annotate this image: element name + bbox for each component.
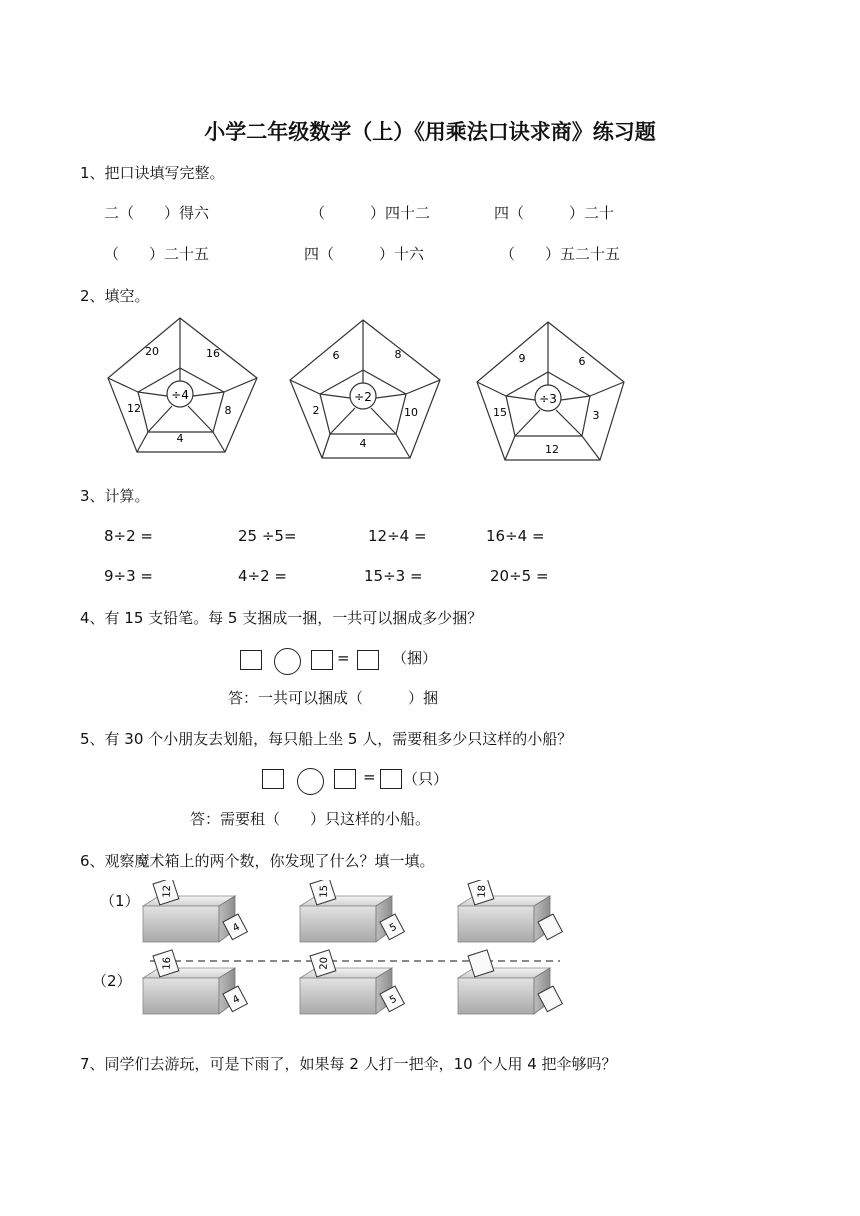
answer-box[interactable] — [311, 650, 333, 670]
row-label: （2） — [92, 972, 132, 990]
question-5-label: 5、有 30 个小朋友去划船，每只船上坐 5 人，需要租多少只这样的小船？ — [80, 730, 573, 748]
pentagon-number: 16 — [206, 347, 220, 360]
unit-label: （只） — [403, 770, 449, 788]
pentagon-diagrams — [0, 310, 860, 470]
calc-item: 9÷3 = — [104, 567, 153, 585]
answer-box[interactable] — [334, 769, 356, 789]
output-number: 5 — [387, 921, 399, 935]
question-7-label: 7、同学们去游玩，可是下雨了，如果每 2 人打一把伞，10 个人用 4 把伞够吗？ — [80, 1055, 617, 1073]
pentagon-number: 4 — [176, 432, 184, 445]
unit-label: （捆） — [392, 649, 438, 667]
question-1-label: 1、把口诀填写完整。 — [80, 164, 225, 182]
answer-sentence: 答：一共可以捆成（ ）捆 — [228, 689, 439, 707]
pentagon-number: 12 — [545, 443, 559, 456]
pentagon-number: 4 — [359, 437, 367, 450]
pentagon-number: 10 — [404, 406, 418, 419]
q1-item: 二（ ）得六 — [104, 204, 210, 222]
calc-item: 25 ÷5= — [238, 527, 297, 545]
pentagon-number: 6 — [332, 349, 340, 362]
pentagon-number: 12 — [127, 402, 141, 415]
q1-item: （ ）二十五 — [104, 245, 210, 263]
q1-item: 四（ ）二十 — [494, 204, 615, 222]
operator-circle[interactable] — [297, 768, 324, 795]
calc-item: 12÷4 = — [368, 527, 427, 545]
pentagon-number: 20 — [145, 345, 159, 358]
magic-box — [458, 880, 562, 942]
output-number: 4 — [230, 993, 242, 1007]
equals-sign: = — [363, 768, 376, 786]
answer-box[interactable] — [380, 769, 402, 789]
calc-item: 15÷3 = — [364, 567, 423, 585]
magic-box — [143, 950, 247, 1014]
input-number: 16 — [161, 956, 174, 970]
pentagon-center-label: ÷4 — [171, 388, 189, 402]
pentagon-number: 8 — [394, 348, 402, 361]
input-number: 12 — [161, 884, 174, 898]
question-2-label: 2、填空。 — [80, 287, 150, 305]
input-number: 15 — [318, 884, 331, 898]
pentagon-number: 9 — [518, 352, 526, 365]
answer-box[interactable] — [262, 769, 284, 789]
pentagon-center-label: ÷3 — [539, 392, 557, 406]
pentagon-number: 3 — [592, 409, 600, 422]
pentagon-number: 2 — [312, 404, 320, 417]
answer-box[interactable] — [240, 650, 262, 670]
question-3-label: 3、计算。 — [80, 487, 150, 505]
question-6-label: 6、观察魔术箱上的两个数，你发现了什么？填一填。 — [80, 852, 435, 870]
magic-box — [458, 950, 562, 1014]
pentagon-number: 15 — [493, 406, 507, 419]
pentagon-number: 6 — [578, 355, 586, 368]
magic-box — [300, 950, 404, 1014]
input-number: 20 — [318, 956, 331, 970]
pentagon-divide-3 — [477, 322, 624, 460]
calc-item: 4÷2 = — [238, 567, 287, 585]
magic-box — [300, 880, 404, 942]
operator-circle[interactable] — [274, 648, 301, 675]
equals-sign: = — [337, 649, 350, 667]
page-title: 小学二年级数学（上）《用乘法口诀求商》练习题 — [204, 119, 656, 144]
magic-box — [143, 880, 247, 942]
q1-item: 四（ ）十六 — [304, 245, 425, 263]
calc-item: 8÷2 = — [104, 527, 153, 545]
pentagon-number: 8 — [224, 404, 232, 417]
row-label: （1） — [100, 892, 140, 910]
pentagon-center-label: ÷2 — [354, 390, 372, 404]
calc-item: 20÷5 = — [490, 567, 549, 585]
calc-item: 16÷4 = — [486, 527, 545, 545]
output-number: 4 — [230, 921, 242, 935]
answer-sentence: 答：需要租（ ）只这样的小船。 — [190, 810, 431, 828]
q1-item: （ ）五二十五 — [500, 245, 621, 263]
output-number: 5 — [387, 993, 399, 1007]
magic-boxes — [0, 880, 860, 1040]
answer-box[interactable] — [357, 650, 379, 670]
q1-item: （ ）四十二 — [310, 204, 431, 222]
question-4-label: 4、有 15 支铅笔。每 5 支捆成一捆，一共可以捆成多少捆？ — [80, 609, 483, 627]
input-number: 18 — [476, 884, 489, 898]
